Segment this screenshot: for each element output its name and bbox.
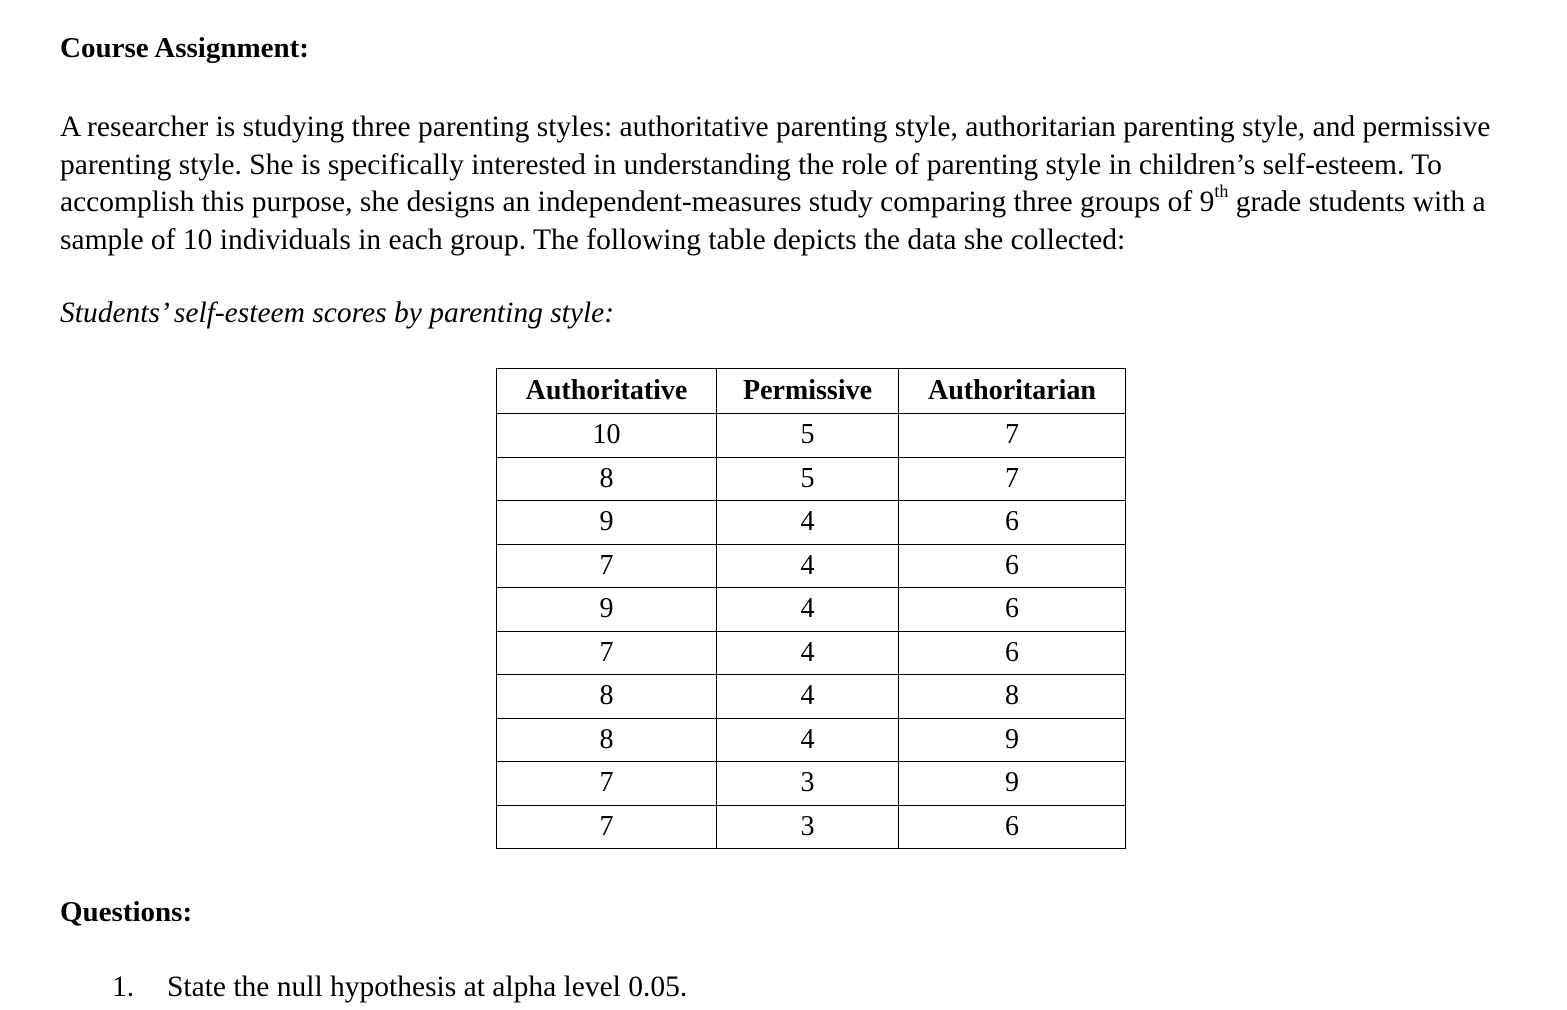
intro-text-before-superscript: A researcher is studying three parenting styles: authoritative parenting style, authoritarian parenting style, and permissive parenting style. She is specifically interested in understanding the role of parenting style in children’s self-esteem. To accomplish this purpose, she designs an independent-measures study comparing three groups of 9 (60, 111, 1491, 218)
self-esteem-scores-table (496, 368, 1126, 849)
table-cell: 9 (899, 718, 1126, 762)
table-row (497, 762, 1126, 806)
column-header-authoritarian: Authoritarian (899, 369, 1126, 414)
table-cell: 7 (497, 805, 717, 849)
table-cell: 4 (717, 631, 899, 675)
table-cell: 7 (899, 414, 1126, 458)
table-cell: 7 (497, 762, 717, 806)
table-cell: 6 (899, 805, 1126, 849)
table-caption: Students’ self-esteem scores by parenting style: (60, 297, 615, 329)
question-text: State the null hypothesis at alpha level 0.05. (167, 971, 688, 1003)
table-cell: 6 (899, 631, 1126, 675)
table-row (497, 718, 1126, 762)
intro-text-after-superscript: grade students with a sample of 10 individuals in each group. The following table depicts the data she collected: (60, 186, 1486, 256)
table-cell: 8 (899, 675, 1126, 719)
table-cell: 6 (899, 588, 1126, 632)
table-cell: 4 (717, 501, 899, 545)
table-cell: 9 (899, 762, 1126, 806)
table-cell: 7 (497, 631, 717, 675)
table-cell: 7 (497, 544, 717, 588)
table-row (497, 457, 1126, 501)
table-cell: 10 (497, 414, 717, 458)
table-row (497, 544, 1126, 588)
intro-paragraph (60, 109, 1550, 259)
table-cell: 4 (717, 718, 899, 762)
table-cell: 3 (717, 762, 899, 806)
table-row (497, 414, 1126, 458)
table-cell: 6 (899, 544, 1126, 588)
table-cell: 5 (717, 457, 899, 501)
table-cell: 9 (497, 501, 717, 545)
table-cell: 6 (899, 501, 1126, 545)
table-row (497, 588, 1126, 632)
question-number: 1. (112, 971, 135, 1003)
table-row (497, 675, 1126, 719)
table-cell: 4 (717, 588, 899, 632)
table-cell: 4 (717, 544, 899, 588)
table-cell: 8 (497, 457, 717, 501)
table-header-row (497, 369, 1126, 414)
table-cell: 8 (497, 675, 717, 719)
ordinal-superscript: th (1214, 181, 1229, 201)
table-row (497, 805, 1126, 849)
table-row (497, 631, 1126, 675)
table-cell: 3 (717, 805, 899, 849)
course-assignment-heading: Course Assignment: (60, 32, 309, 64)
question-item (112, 969, 687, 1006)
table-cell: 9 (497, 588, 717, 632)
table-cell: 8 (497, 718, 717, 762)
column-header-authoritative: Authoritative (497, 369, 717, 414)
table-body (497, 414, 1126, 849)
table-row (497, 501, 1126, 545)
table-cell: 4 (717, 675, 899, 719)
column-header-permissive: Permissive (717, 369, 899, 414)
table-cell: 7 (899, 457, 1126, 501)
table-cell: 5 (717, 414, 899, 458)
questions-heading: Questions: (60, 896, 193, 928)
